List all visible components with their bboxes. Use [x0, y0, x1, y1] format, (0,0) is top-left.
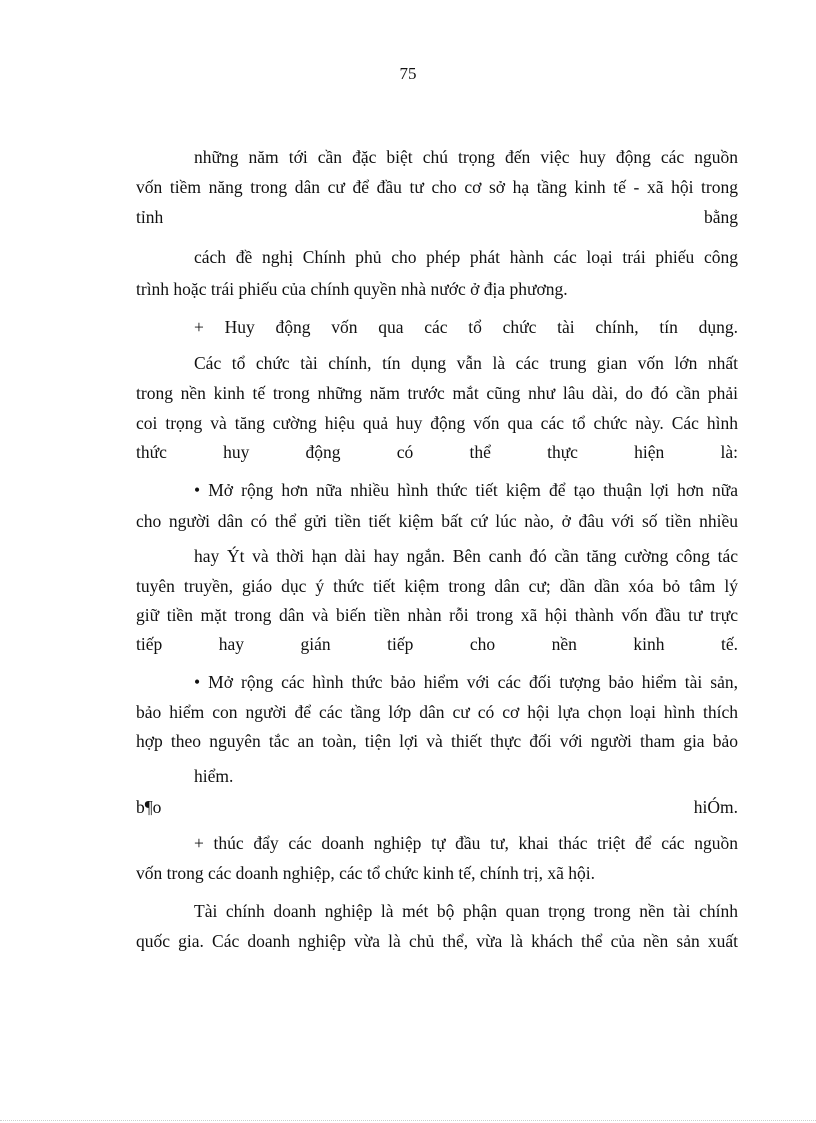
- section-heading: + Huy động vốn qua các tổ chức tài chính, tín dụng.: [194, 317, 738, 337]
- text-fragment: hiÓm.: [693, 797, 738, 817]
- bullet-line: • Mở rộng hơn nữa nhiều hình thức tiết kiệm để tạo thuận lợi hơn nữa: [194, 480, 738, 500]
- text-line: giữ tiền mặt trong dân và biến tiền nhàn rỗi trong xã hội thành vốn đầu tư trực: [136, 605, 738, 625]
- text-line: những năm tới cần đặc biệt chú trọng đến việc huy động các nguồn: [194, 147, 738, 167]
- bullet-line: • Mở rộng các hình thức bảo hiểm với các đối tượng bảo hiểm tài sản,: [194, 672, 738, 692]
- text-fragment: b¶o: [136, 797, 162, 817]
- text-line: tuyên truyền, giáo dục ý thức tiết kiệm trong dân cư; dần dần xóa bỏ tâm lý: [136, 576, 738, 596]
- text-line: [136, 206, 738, 228]
- text-line: Các tổ chức tài chính, tín dụng vẫn là các trung gian vốn lớn nhất: [194, 353, 738, 373]
- text-line: hợp theo nguyên tắc an toàn, tiện lợi và thiết thực đối với người tham gia bảo: [136, 731, 738, 751]
- text-fragment: tỉnh: [136, 207, 164, 227]
- text-line: cách đề nghị Chính phủ cho phép phát hành các loại trái phiếu công: [194, 247, 738, 267]
- text-line: trong nền kinh tế trong những năm trước mắt cũng như lâu dài, do đó cần phải: [136, 383, 738, 403]
- page-number: 75: [399, 64, 417, 83]
- text-line: trình hoặc trái phiếu của chính quyền nhà nước ở địa phương.: [136, 279, 568, 299]
- text-line: hiểm.: [194, 766, 234, 786]
- text-line: Tài chính doanh nghiệp là mét bộ phận quan trọng trong nền tài chính: [194, 901, 738, 921]
- text-line: hay Ýt và thời hạn dài hay ngắn. Bên canh đó cần tăng cường công tác: [194, 546, 738, 566]
- text-line: vốn tiềm năng trong dân cư để đầu tư cho cơ sở hạ tầng kinh tế - xã hội trong: [136, 177, 738, 197]
- text-line: thức huy động có thể thực hiện là:: [136, 442, 738, 462]
- text-line: bảo hiểm con người để các tầng lớp dân cư có cơ hội lựa chọn loại hình thích: [136, 702, 738, 722]
- section-heading: + thúc đẩy các doanh nghiệp tự đầu tư, khai thác triệt để các nguồn: [194, 833, 738, 853]
- page-bottom-divider: [0, 1120, 816, 1121]
- text-line: [136, 796, 738, 818]
- text-line: coi trọng và tăng cường hiệu quả huy động vốn qua các tổ chức này. Các hình: [136, 413, 738, 433]
- text-line: vốn trong các doanh nghiệp, các tổ chức kinh tế, chính trị, xã hội.: [136, 863, 595, 883]
- text-line: tiếp hay gián tiếp cho nền kinh tế.: [136, 634, 738, 654]
- text-line: cho người dân có thể gửi tiền tiết kiệm bất cứ lúc nào, ở đâu với số tiền nhiều: [136, 511, 738, 531]
- text-fragment: bằng: [703, 207, 738, 227]
- text-line: quốc gia. Các doanh nghiệp vừa là chủ thể, vừa là khách thể của nền sản xuất: [136, 931, 738, 951]
